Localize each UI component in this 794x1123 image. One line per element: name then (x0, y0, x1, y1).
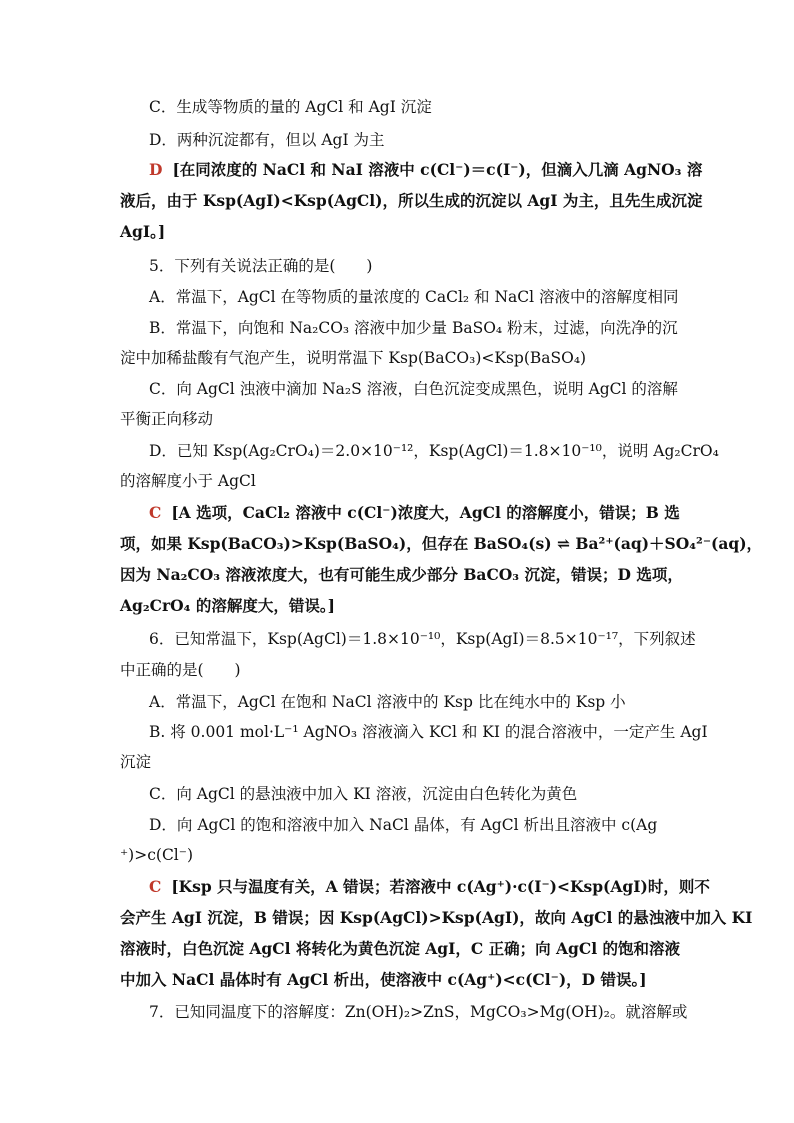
line-text: B．常温下，向饱和 Na₂CO₃ 溶液中加少量 BaSO₄ 粉末，过滤，向洗净的沉 (149, 319, 678, 337)
text-line (120, 908, 753, 928)
line-text: [在同浓度的 NaCl 和 NaI 溶液中 c(Cl⁻)＝c(I⁻)，但滴入几滴 AgNO₃ 溶 (172, 160, 703, 179)
line-text: [A 选项，CaCl₂ 溶液中 c(Cl⁻)浓度大，AgCl 的溶解度小，错误；B 选 (171, 503, 680, 522)
text-line (149, 160, 703, 180)
answer-letter: C (149, 503, 162, 522)
answer-letter: C (149, 877, 162, 896)
text-line (149, 784, 680, 804)
text-line (149, 287, 680, 307)
line-text: ⁺)>c(Cl⁻) (120, 846, 193, 864)
text-line (120, 596, 680, 616)
line-text: 6．已知常温下，Ksp(AgCl)＝1.8×10⁻¹⁰，Ksp(AgI)＝8.5×10⁻¹⁷，下列叙述 (149, 630, 696, 648)
text-line (120, 970, 680, 990)
text-line (149, 379, 680, 399)
line-text: C．向 AgCl 浊液中滴加 Na₂S 溶液，白色沉淀变成黑色，说明 AgCl 的溶解 (149, 380, 678, 398)
line-text: D．两种沉淀都有，但以 AgI 为主 (149, 131, 385, 149)
line-text: 5．下列有关说法正确的是( ) (149, 257, 373, 275)
text-line (120, 752, 680, 772)
line-text: A．常温下，AgCl 在饱和 NaCl 溶液中的 Ksp 比在纯水中的 Ksp 小 (149, 693, 626, 711)
text-line (120, 534, 763, 554)
text-line (149, 130, 680, 150)
text-line (120, 565, 683, 585)
line-text: C．向 AgCl 的悬浊液中加入 KI 溶液，沉淀由白色转化为黄色 (149, 785, 578, 803)
line-text: Ag₂CrO₄ 的溶解度大，错误。] (120, 596, 335, 615)
text-line (120, 845, 680, 865)
line-text: 沉淀 (120, 753, 152, 771)
text-line (149, 1002, 688, 1022)
text-line (149, 722, 708, 742)
text-line (149, 441, 719, 461)
text-line (149, 503, 680, 523)
text-line (149, 97, 680, 117)
line-text: 的溶解度小于 AgCl (120, 472, 256, 490)
answer-letter: D (149, 160, 163, 179)
line-text: 溶液时，白色沉淀 AgCl 将转化为黄色沉淀 AgI，C 正确；向 AgCl 的饱和溶液 (120, 939, 681, 958)
line-text: B. 将 0.001 mol·L⁻¹ AgNO₃ 溶液滴入 KCl 和 KI 的混合溶液中，一定产生 AgI (149, 723, 708, 741)
line-text: 平衡正向移动 (120, 410, 214, 428)
text-line (120, 409, 680, 429)
text-line (120, 348, 680, 368)
text-line (149, 318, 680, 338)
line-text: 项，如果 Ksp(BaCO₃)>Ksp(BaSO₄)，但存在 BaSO₄(s) ⇌ Ba²⁺(aq)＋SO₄²⁻(aq)， (120, 534, 763, 553)
text-line (149, 692, 680, 712)
line-text: 会产生 AgI 沉淀，B 错误；因 Ksp(AgCl)>Ksp(AgI)，故向 AgCl 的悬浊液中加入 KI (120, 908, 753, 927)
text-line (149, 256, 680, 276)
line-text: 中加入 NaCl 晶体时有 AgCl 析出，使溶液中 c(Ag⁺)<c(Cl⁻)，D 错误。] (120, 970, 647, 989)
line-text: C．生成等物质的量的 AgCl 和 AgI 沉淀 (149, 98, 432, 116)
line-text: AgI。] (120, 222, 166, 241)
text-line (120, 191, 703, 211)
line-text: 淀中加稀盐酸有气泡产生，说明常温下 Ksp(BaCO₃)<Ksp(BaSO₄) (120, 349, 587, 367)
line-text: 液后，由于 Ksp(AgI)<Ksp(AgCl)，所以生成的沉淀以 AgI 为主，且先生成沉淀 (120, 191, 703, 210)
line-text: [Ksp 只与温度有关，A 错误；若溶液中 c(Ag⁺)·c(I⁻)<Ksp(AgI)时，则不 (171, 877, 710, 896)
line-text: D．向 AgCl 的饱和溶液中加入 NaCl 晶体，有 AgCl 析出且溶液中 c(Ag (149, 816, 658, 834)
text-line (149, 877, 710, 897)
text-line (120, 222, 680, 242)
text-line (120, 660, 680, 680)
line-text: 7．已知同温度下的溶解度：Zn(OH)₂>ZnS，MgCO₃>Mg(OH)₂。就溶解或 (149, 1003, 688, 1021)
text-line (149, 629, 696, 649)
line-text: D．已知 Ksp(Ag₂CrO₄)＝2.0×10⁻¹²，Ksp(AgCl)＝1.8×10⁻¹⁰，说明 Ag₂CrO₄ (149, 442, 719, 460)
line-text: 因为 Na₂CO₃ 溶液浓度大，也有可能生成少部分 BaCO₃ 沉淀，错误；D 选项， (120, 565, 683, 584)
text-line (149, 815, 680, 835)
text-line (120, 939, 680, 959)
text-line (120, 471, 680, 491)
line-text: A．常温下，AgCl 在等物质的量浓度的 CaCl₂ 和 NaCl 溶液中的溶解度相同 (149, 288, 679, 306)
line-text: 中正确的是( ) (120, 661, 241, 679)
